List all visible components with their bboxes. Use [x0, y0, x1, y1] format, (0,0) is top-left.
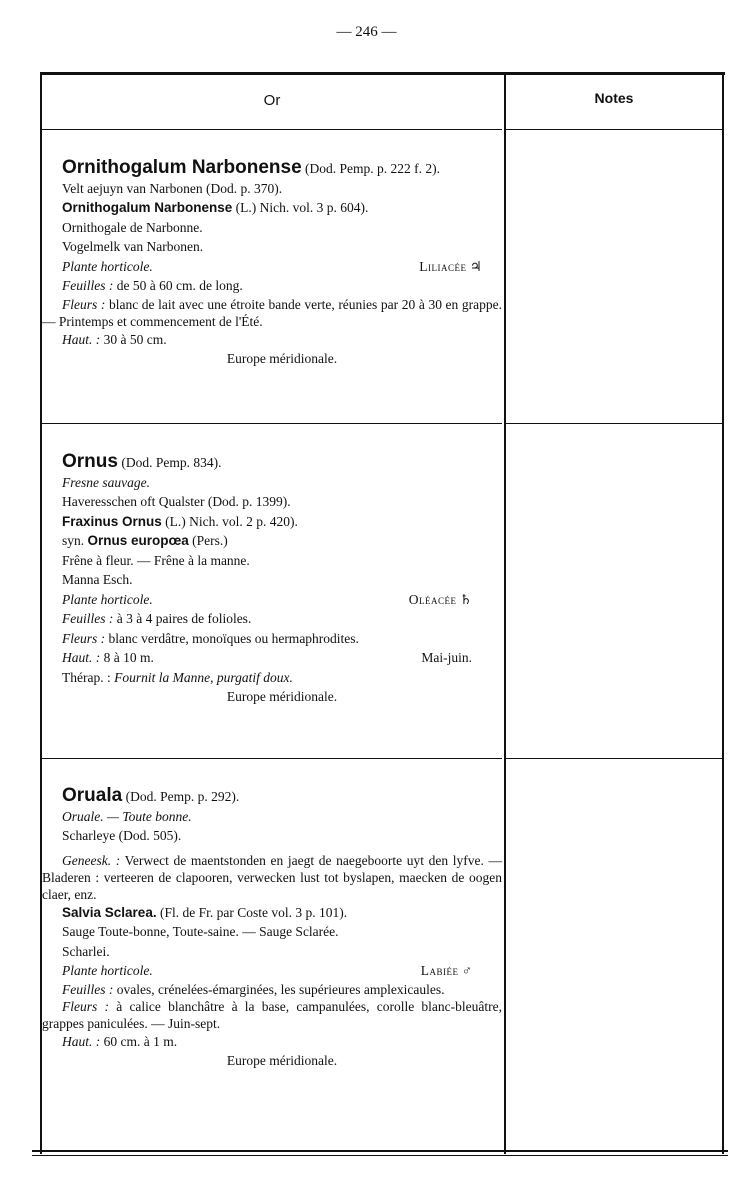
- entry-title-line: [62, 158, 502, 179]
- entry-title-ref: (Dod. Pemp. p. 292).: [125, 789, 240, 804]
- plant-type: Plante horticole.: [62, 258, 153, 274]
- entry-region: Europe méridionale.: [226, 1053, 338, 1068]
- entry-line: Haveresschen oft Qualster (Dod. p. 1399).: [62, 494, 291, 509]
- entry-oruala: [42, 785, 502, 1071]
- entry-title: Ornithogalum Narbonense: [62, 157, 302, 178]
- entry-height: Haut. : 30 à 50 cm.: [62, 331, 167, 347]
- notes-divider: [506, 423, 722, 424]
- family-label: Oléacée ♄: [408, 591, 472, 607]
- entry-flowers: Fleurs : à calice blanchâtre à la base, campanulées, corolle blanc-bleuâtre, grappes paniculées. — Juin-sept.: [42, 998, 502, 1031]
- tree-symbol-icon: ♄: [459, 591, 472, 607]
- entry-title: Oruala: [62, 785, 123, 806]
- entry-region: Europe méridionale.: [226, 351, 338, 366]
- entry-line: Fresne sauvage.: [62, 474, 150, 490]
- entry-title-line: [62, 786, 502, 807]
- entry-geneesk: Geneesk. : Verwect de maentstonden en jaegt de naegeboorte uyt den lyfve. — Bladeren : verteeren de clapooren, verwecken lust tot byslapen, maecken de oogen claer, enz.: [42, 852, 502, 902]
- entry-type-row: [62, 590, 502, 610]
- entry-line: Oruale. — Toute bonne.: [62, 808, 192, 824]
- table-bottom-rule: [32, 1150, 728, 1152]
- family-label: Labiée ♂: [420, 963, 472, 978]
- entry-type-row: [62, 257, 502, 277]
- male-symbol-icon: ♂: [461, 963, 472, 978]
- entry-type-row: [62, 961, 502, 981]
- entry-region: Europe méridionale.: [226, 689, 338, 704]
- entry-height-row: [62, 648, 502, 668]
- plant-type: Plante horticole.: [62, 963, 153, 978]
- column-header-notes: Notes: [594, 90, 634, 106]
- scientific-name: Salvia Sclarea.: [62, 904, 157, 920]
- entry-line: syn. Ornus europœa (Pers.): [62, 533, 228, 548]
- entry-title-line: [62, 452, 502, 473]
- entry-line: Sauge Toute-bonne, Toute-saine. — Sauge Sclarée.: [62, 924, 339, 939]
- column-separator: [504, 72, 506, 1154]
- entry-line: [62, 198, 502, 218]
- entry-leaves: Feuilles : ovales, crénelées-émarginées, les supérieures amplexicaules.: [62, 981, 445, 997]
- entry-title-ref: (Dod. Pemp. p. 222 f. 2).: [305, 161, 441, 176]
- notes-divider: [506, 758, 722, 759]
- plant-type: Plante horticole.: [62, 591, 153, 607]
- entry-flowers: Fleurs : blanc de lait avec une étroite bande verte, réunies par 20 à 30 en grappe. — Printemps et commencement de l'Été.: [42, 296, 503, 329]
- entry-height: Haut. : 8 à 10 m.: [62, 650, 154, 665]
- page-number: — 246 —: [336, 24, 397, 40]
- entry-line: Vogelmelk van Narbonen.: [62, 239, 204, 254]
- synonym-name: Ornus europœa: [87, 533, 189, 548]
- entry-height: Haut. : 60 cm. à 1 m.: [62, 1033, 178, 1049]
- header-rule-left: [42, 129, 502, 130]
- entry-divider: [42, 423, 502, 424]
- entry-line: Ornithogale de Narbonne.: [62, 219, 203, 235]
- table-right-border: [722, 72, 724, 1154]
- entry-divider: [42, 758, 502, 759]
- entry-flowers: Fleurs : blanc verdâtre, monoïques ou hermaphrodites.: [62, 630, 359, 646]
- entry-line: Scharlei.: [62, 943, 110, 959]
- entry-line: Velt aejuyn van Narbonen (Dod. p. 370).: [62, 180, 283, 196]
- entry-therap: Thérap. : Fournit la Manne, purgatif doux.: [62, 669, 293, 685]
- entry-line: Scharleye (Dod. 505).: [62, 828, 182, 843]
- entry-line: [62, 903, 502, 923]
- scientific-ref: (L.) Nich. vol. 2 p. 420).: [165, 513, 298, 529]
- entry-line: [62, 512, 502, 532]
- entry-leaves: Feuilles : de 50 à 60 cm. de long.: [62, 278, 243, 293]
- entry-title: Ornus: [62, 451, 118, 472]
- scientific-name: Fraxinus Ornus: [62, 513, 162, 529]
- column-header-or: Or: [263, 92, 281, 109]
- entry-ornithogalum: [42, 157, 503, 369]
- scientific-ref: (L.) Nich. vol. 3 p. 604).: [235, 200, 369, 215]
- header-rule-right: [506, 129, 722, 130]
- entry-line: Frêne à fleur. — Frêne à la manne.: [62, 552, 250, 568]
- entry-title-ref: (Dod. Pemp. 834).: [121, 455, 222, 470]
- entry-season: Mai-juin.: [421, 650, 472, 665]
- entry-line: Manna Esch.: [62, 572, 133, 587]
- scientific-ref: (Fl. de Fr. par Coste vol. 3 p. 101).: [159, 904, 348, 920]
- perennial-symbol-icon: ♃: [469, 258, 482, 274]
- scientific-name: Ornithogalum Narbonense: [62, 200, 233, 215]
- table-bottom-rule-thin: [32, 1155, 728, 1156]
- family-label: Liliacée ♃: [419, 258, 482, 274]
- entry-leaves: Feuilles : à 3 à 4 paires de folioles.: [62, 611, 252, 626]
- entry-ornus: [62, 452, 502, 707]
